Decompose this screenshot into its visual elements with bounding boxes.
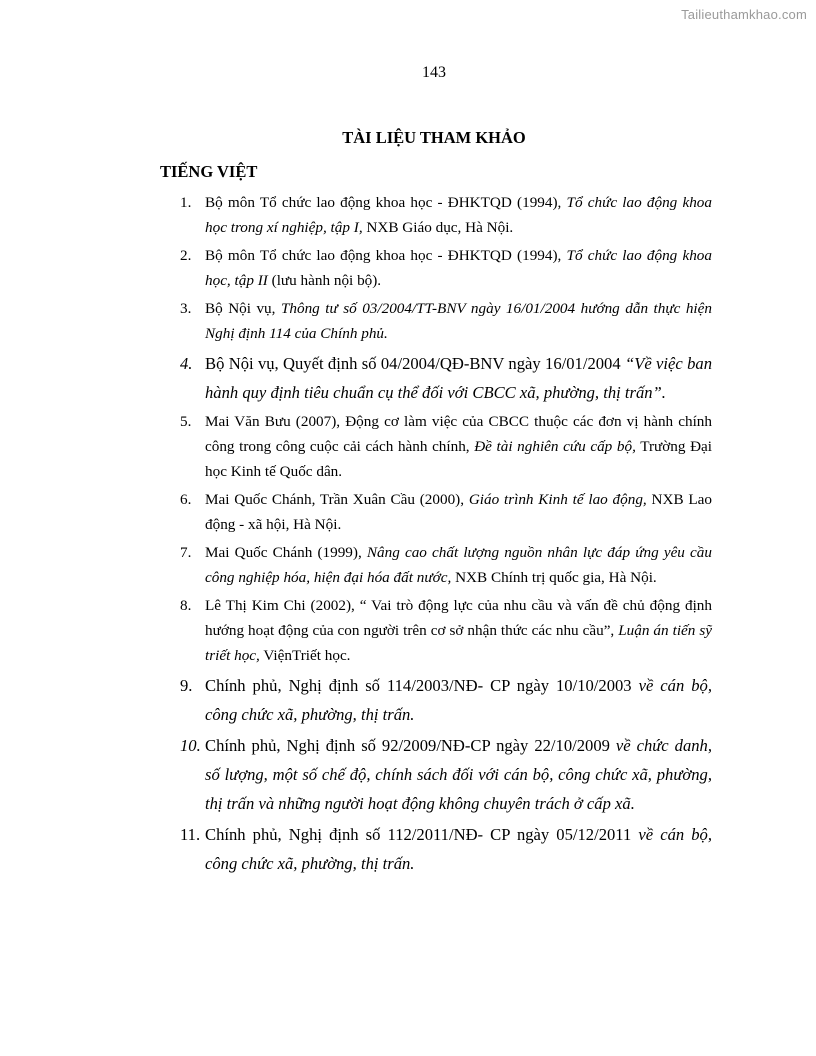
reference-item bbox=[180, 820, 712, 878]
reference-number: 3. bbox=[180, 300, 192, 317]
reference-item bbox=[180, 349, 712, 407]
page-title: TÀI LIỆU THAM KHẢO bbox=[342, 128, 526, 147]
reference-text: Mai Văn Bưu (2007), Động cơ làm việc của CBCC thuộc các đơn vị hành chính công trong công cuộc cải cách hành chính, bbox=[205, 413, 712, 455]
reference-text: Mai Quốc Chánh (1999), bbox=[205, 544, 367, 561]
reference-item bbox=[180, 409, 712, 484]
reference-item bbox=[180, 671, 712, 729]
reference-item bbox=[180, 593, 712, 668]
reference-text: ViệnTriết học. bbox=[259, 647, 351, 664]
reference-text: Bộ môn Tổ chức lao động khoa học - ĐHKTQD (1994), bbox=[205, 247, 567, 264]
reference-number: 11. bbox=[180, 825, 201, 844]
reference-text: Chính phủ, Nghị định số 114/2003/NĐ- CP ngày 10/10/2003 bbox=[205, 676, 639, 695]
reference-number: 1. bbox=[180, 194, 192, 211]
reference-title: Đề tài nghiên cứu cấp bộ, bbox=[474, 438, 636, 455]
reference-item bbox=[180, 190, 712, 240]
reference-title: Giáo trình Kinh tế lao động, bbox=[468, 491, 647, 508]
reference-text: Lê Thị Kim Chi (2002), “ Vai trò động lực của nhu cầu và vấn đề chủ động định hướng hoạt động của con người trên cơ sở nhận thức các nhu cầu”, bbox=[205, 597, 712, 639]
reference-list bbox=[180, 190, 712, 880]
reference-title: Tổ chức lao động khoa học trong xí nghiệp, tập I, bbox=[205, 194, 712, 236]
reference-title: “Về việc ban hành quy định tiêu chuẩn cụ thể đối với CBCC xã, phường, thị trấn”. bbox=[205, 354, 712, 402]
section-heading: TIẾNG VIỆT bbox=[160, 162, 258, 181]
reference-number: 10. bbox=[180, 736, 201, 755]
reference-title: Thông tư số 03/2004/TT-BNV ngày 16/01/2004 hướng dẫn thực hiện Nghị định 114 của Chính phủ. bbox=[205, 300, 712, 342]
reference-text: Bộ môn Tổ chức lao động khoa học - ĐHKTQD (1994), bbox=[205, 194, 567, 211]
reference-text: Bộ Nội vụ, bbox=[205, 300, 281, 317]
reference-text: Trường Đại học Kinh tế Quốc dân. bbox=[205, 438, 712, 480]
reference-text: NXB Giáo dục, Hà Nội. bbox=[362, 219, 514, 236]
reference-number: 8. bbox=[180, 597, 192, 614]
reference-title: về chức danh, số lượng, một số chế độ, chính sách đối với cán bộ, công chức xã, phường, thị trấn và những người hoạt động không chuyên trách ở cấp xã. bbox=[205, 736, 712, 813]
reference-number: 7. bbox=[180, 544, 192, 561]
watermark: Tailieuthamkhao.com bbox=[681, 7, 807, 22]
reference-text: Mai Quốc Chánh, Trần Xuân Cầu (2000), bbox=[205, 491, 469, 508]
reference-number: 5. bbox=[180, 413, 192, 430]
reference-number: 2. bbox=[180, 247, 192, 264]
reference-item bbox=[180, 296, 712, 346]
reference-number: 9. bbox=[180, 676, 193, 695]
reference-item bbox=[180, 243, 712, 293]
reference-text: Bộ Nội vụ, Quyết định số 04/2004/QĐ-BNV ngày 16/01/2004 bbox=[205, 354, 625, 373]
reference-title: Tổ chức lao động khoa học, tập II bbox=[205, 247, 712, 289]
reference-text: (lưu hành nội bộ). bbox=[267, 272, 382, 289]
reference-text: NXB Lao động - xã hội, Hà Nội. bbox=[205, 491, 712, 533]
reference-item bbox=[180, 540, 712, 590]
reference-number: 6. bbox=[180, 491, 192, 508]
reference-text: Chính phủ, Nghị định số 112/2011/NĐ- CP ngày 05/12/2011 bbox=[205, 825, 639, 844]
reference-text: Chính phủ, Nghị định số 92/2009/NĐ-CP ngày 22/10/2009 bbox=[205, 736, 616, 755]
reference-item bbox=[180, 731, 712, 818]
reference-title: về cán bộ, công chức xã, phường, thị trấn. bbox=[205, 676, 712, 724]
reference-text: NXB Chính trị quốc gia, Hà Nội. bbox=[451, 569, 657, 586]
reference-title: về cán bộ, công chức xã, phường, thị trấn. bbox=[205, 825, 712, 873]
reference-item bbox=[180, 487, 712, 537]
reference-number: 4. bbox=[180, 354, 193, 373]
reference-title: Nâng cao chất lượng nguồn nhân lực đáp ứng yêu cầu công nghiệp hóa, hiện đại hóa đất nước, bbox=[205, 544, 712, 586]
page-number: 143 bbox=[422, 64, 446, 81]
reference-title: Luận án tiến sỹ triết học, bbox=[205, 622, 712, 664]
